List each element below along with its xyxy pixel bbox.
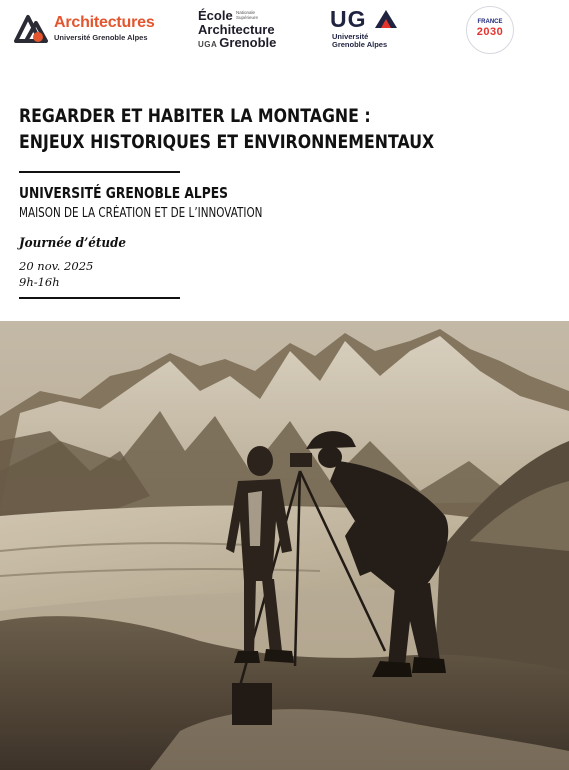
divider-top	[19, 171, 180, 173]
event-title	[19, 104, 434, 155]
event-hours: 9h-16h	[19, 275, 60, 289]
ensag-small-text: Nationale Supérieure	[236, 10, 259, 20]
venue-name: MAISON DE LA CRÉATION ET DE L’INNOVATION	[19, 206, 263, 221]
event-type: Journée d’étude	[19, 236, 127, 251]
architectures-sub: Université Grenoble Alpes	[54, 33, 148, 42]
university-name: UNIVERSITÉ GRENOBLE ALPES	[19, 184, 229, 202]
ensag-line3	[198, 35, 276, 50]
ensag-logo	[198, 8, 293, 52]
uga-word: UG	[330, 6, 367, 32]
france-2030-logo	[466, 6, 514, 54]
ensag-line1: École	[198, 8, 233, 23]
france-2030-number: 2030	[476, 26, 504, 38]
ensag-line3-text: Grenoble	[219, 35, 277, 50]
uga-triangle-icon	[375, 10, 397, 28]
architectures-name: Architectures	[54, 14, 155, 31]
event-title-line1: REGARDER ET HABITER LA MONTAGNE :	[19, 105, 371, 127]
ensag-line2: Architecture	[198, 22, 275, 37]
architectures-logo	[14, 12, 164, 48]
ensag-uga-prefix: UGA	[198, 40, 218, 49]
architectures-mark-icon	[14, 13, 50, 43]
uga-logo	[330, 6, 410, 52]
mountain-survey-photo	[0, 321, 569, 770]
france-2030-top: FRANCE	[477, 19, 503, 25]
uga-sub: Université Grenoble Alpes	[332, 32, 388, 49]
divider-bottom	[19, 297, 180, 299]
event-date: 20 nov. 2025	[19, 259, 94, 273]
event-title-line2: ENJEUX HISTORIQUES ET ENVIRONNEMENTAUX	[19, 130, 435, 153]
partner-logos	[0, 0, 569, 60]
